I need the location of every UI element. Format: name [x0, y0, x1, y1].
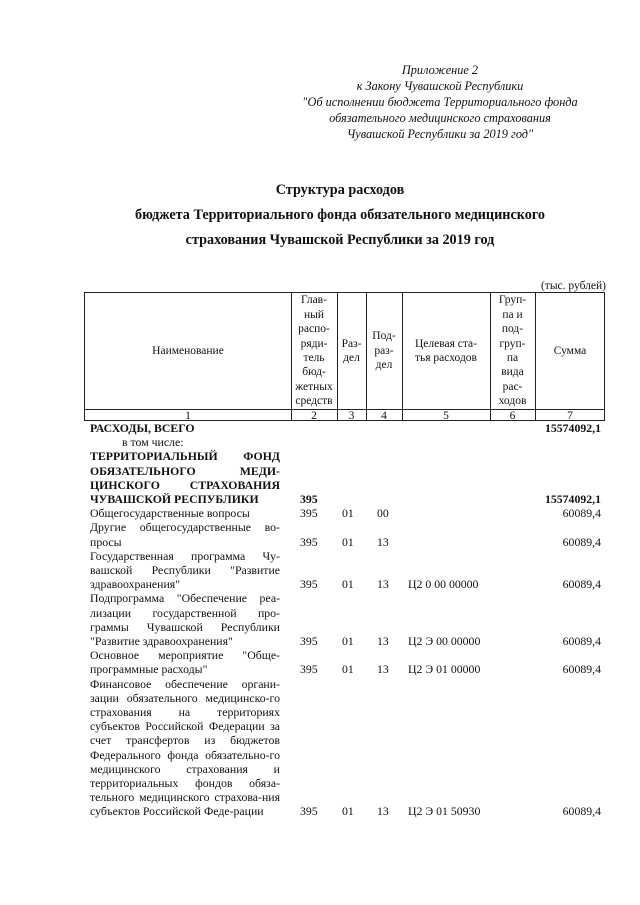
header-sum: Сумма	[553, 344, 587, 357]
row-name: Подпрограмма "Обеспечение реа-лизации государственной про-граммы Чувашской Республики "Развитие здравоохранения"	[90, 591, 280, 649]
row-main-manager: 395	[300, 804, 318, 819]
row-name: Государственная программа Чу-вашской Республики "Развитие здравоохранения"	[90, 548, 280, 592]
table-row	[84, 435, 605, 449]
title-line-2: бюджета Территориального фонда обязательного медицинского	[134, 207, 546, 223]
row-name: Основное мероприятие "Обще-программные расходы"	[90, 648, 280, 677]
appendix-line: Приложение 2	[401, 63, 479, 77]
table-row	[84, 648, 605, 676]
table-body	[84, 421, 605, 819]
row-main-manager: 395	[300, 577, 318, 592]
row-sum: 15574092,1	[544, 421, 601, 435]
header-name: Наименование	[152, 344, 224, 357]
table-row	[84, 591, 605, 648]
row-subsection: 13	[377, 634, 389, 649]
table-header	[84, 292, 605, 421]
row-subsection: 13	[377, 534, 389, 549]
column-number: 3	[348, 410, 355, 422]
table-row	[84, 506, 605, 520]
row-target: Ц2 Э 00 00000	[408, 634, 481, 649]
row-sum: 60089,4	[562, 534, 601, 549]
table-row	[84, 421, 605, 435]
header-target: Целевая ста- тья расходов	[414, 337, 477, 364]
row-section: 01	[342, 662, 354, 677]
row-subsection: 13	[377, 662, 389, 677]
row-name: Финансовое обеспечение органи-зации обязательного медицинско-го страхования на территориях субъектов Российской Федерации за счет трансфертов из бюджетов Федерального фонда обязательно-го медицинского страхования и территориальных фондов обяза-тельного медицинского страхова-ния субъектов Российской Феде-рации	[90, 676, 280, 819]
header-subsection: Под- раз- дел	[372, 330, 396, 372]
header-main-manager: Глав- ный распо- ряди- тель бюд- жетных средств	[295, 294, 333, 408]
row-main-manager: 395	[300, 506, 318, 521]
column-number: 5	[443, 410, 449, 422]
column-number: 6	[509, 410, 516, 422]
row-section: 01	[342, 506, 354, 521]
appendix-note	[270, 62, 610, 142]
row-target: Ц2 0 00 00000	[408, 577, 479, 592]
row-section: 01	[342, 804, 354, 819]
row-name: РАСХОДЫ, ВСЕГО	[90, 421, 195, 435]
row-name: в том числе:	[122, 435, 184, 450]
row-sum: 60089,4	[562, 634, 601, 649]
appendix-line: "Об исполнении бюджета Территориального фонда	[302, 95, 578, 109]
column-number: 7	[567, 410, 573, 422]
row-main-manager: 395	[300, 492, 318, 507]
row-sum: 15574092,1	[544, 492, 601, 507]
row-main-manager: 395	[300, 634, 318, 649]
table-row	[84, 677, 605, 819]
row-main-manager: 395	[300, 662, 318, 677]
column-number: 1	[185, 410, 191, 422]
table-row	[84, 549, 605, 592]
row-section: 01	[342, 534, 354, 549]
title-line-1: Структура расходов	[275, 182, 405, 198]
row-sum: 60089,4	[562, 506, 601, 521]
row-sum: 60089,4	[562, 577, 601, 592]
title-line-3: страхования Чувашской Республики за 2019 год	[185, 232, 495, 248]
row-target: Ц2 Э 01 00000	[408, 662, 481, 677]
column-number: 2	[311, 410, 317, 422]
row-name: Общегосударственные вопросы	[90, 506, 250, 521]
row-sum: 60089,4	[562, 662, 601, 677]
row-subsection: 13	[377, 804, 389, 819]
row-name: ТЕРРИТОРИАЛЬНЫЙ ФОНД ОБЯЗАТЕЛЬНОГО МЕДИ-ЦИНСКОГО СТРАХОВАНИЯ ЧУВАШСКОЙ РЕСПУБЛИКИ	[90, 449, 280, 507]
header-section: Раз- дел	[341, 337, 362, 364]
table-row	[84, 449, 605, 506]
row-subsection: 13	[377, 577, 389, 592]
document-title	[40, 178, 640, 253]
row-target: Ц2 Э 01 50930	[408, 804, 481, 819]
header-group: Груп- па и под- груп- па вида рас- ходов	[498, 294, 527, 408]
row-name: Другие общегосударственные во-просы	[90, 520, 280, 549]
column-number: 4	[381, 410, 387, 422]
row-section: 01	[342, 577, 354, 592]
appendix-line: Чувашской Республики за 2019 год"	[346, 127, 534, 141]
table-row	[84, 520, 605, 548]
row-sum: 60089,4	[562, 804, 601, 819]
row-main-manager: 395	[300, 534, 318, 549]
row-subsection: 00	[377, 506, 389, 521]
appendix-line: обязательного медицинского страхования	[329, 111, 551, 125]
appendix-line: к Закону Чувашской Республики	[356, 79, 524, 93]
unit-label: (тыс. рублей)	[540, 280, 606, 292]
row-section: 01	[342, 634, 354, 649]
